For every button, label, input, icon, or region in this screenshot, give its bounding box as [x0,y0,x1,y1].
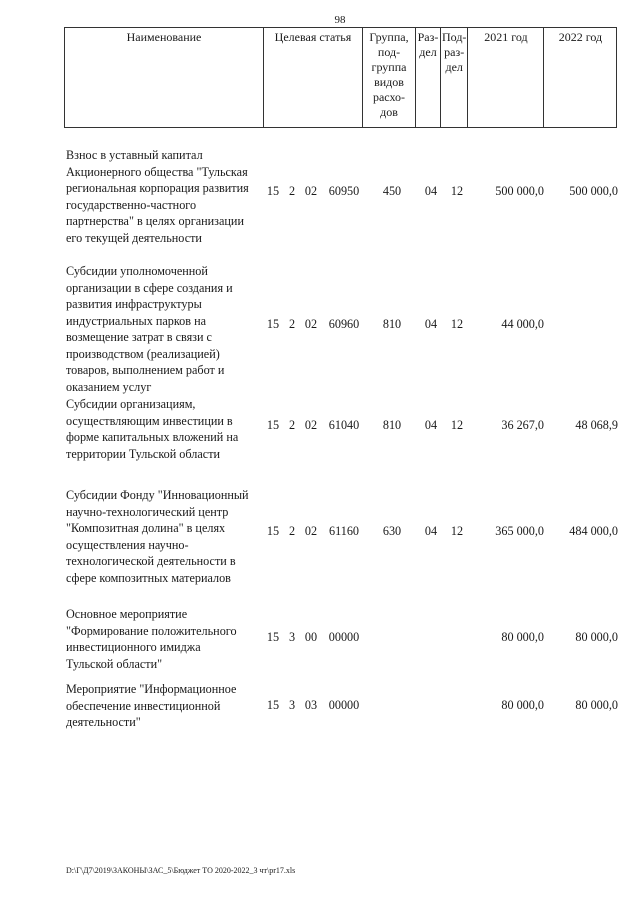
subprogram-code: 2 [288,317,296,331]
direction-code: 60950 [328,184,360,198]
subprogram-code: 3 [288,698,296,712]
expense-group: 630 [382,524,402,538]
row-name: Субсидии организациям, осуществляющим инвестиции в форме капитальных вложений на территории Тульской области [66,397,239,461]
direction-code: 00000 [328,630,360,644]
program-code: 15 [266,698,280,712]
event-code: 02 [304,418,318,432]
amount-2022: 484 000,0 [569,524,618,538]
header-year-2021: 2021 год [468,28,544,128]
subprogram-code: 3 [288,630,296,644]
expense-group: 810 [382,317,402,331]
section-code: 04 [424,184,438,198]
direction-code: 61160 [328,524,360,538]
expense-group: 810 [382,418,402,432]
direction-code: 61040 [328,418,360,432]
direction-code: 00000 [328,698,360,712]
event-code: 03 [304,698,318,712]
amount-2021: 500 000,0 [495,184,544,198]
program-code: 15 [266,184,280,198]
row-name: Взнос в уставный капитал Акционерного общества "Тульская региональная корпорация развития государственно-частного партнерства" в целях организации его текущей деятельности [66,148,249,245]
header-section: Раз- дел [416,28,441,128]
expense-group: 450 [382,184,402,198]
section-code: 04 [424,418,438,432]
section-code: 04 [424,524,438,538]
subsection-code: 12 [450,524,464,538]
event-code: 02 [304,184,318,198]
amount-2022: 48 068,9 [575,418,618,432]
subprogram-code: 2 [288,524,296,538]
amount-2021: 80 000,0 [501,698,544,712]
program-code: 15 [266,630,280,644]
header-group: Группа, под- группа видов расхо- дов [363,28,416,128]
amount-2022: 80 000,0 [575,630,618,644]
amount-2021: 44 000,0 [501,317,544,331]
subprogram-code: 2 [288,184,296,198]
event-code: 00 [304,630,318,644]
program-code: 15 [266,524,280,538]
subsection-code: 12 [450,184,464,198]
file-path-footer: D:\Г\Д7\2019\ЗАКОНЫ\ЗАС_5\Бюджет ТО 2020-2022_3 чт\pr17.xls [66,866,296,875]
program-code: 15 [266,418,280,432]
event-code: 02 [304,317,318,331]
amount-2021: 36 267,0 [501,418,544,432]
row-name: Субсидии уполномоченной организации в сфере создания и развития инфраструктуры индустриальных парков на возмещение затрат в связи с производством (реализацией) товаров, выполнением работ и оказанием услуг [66,264,233,394]
amount-2022: 80 000,0 [575,698,618,712]
subprogram-code: 2 [288,418,296,432]
section-code: 04 [424,317,438,331]
subsection-code: 12 [450,317,464,331]
direction-code: 60960 [328,317,360,331]
subsection-code: 12 [450,418,464,432]
event-code: 02 [304,524,318,538]
row-name: Основное мероприятие "Формирование положительного инвестиционного имиджа Тульской области" [66,607,237,671]
header-target-article: Целевая статья [264,28,363,128]
row-name: Субсидии Фонду "Инновационный научно-технологический центр "Композитная долина" в целях осуществления научно- технологической деятельности в сфере композитных материалов [66,488,249,585]
amount-2021: 80 000,0 [501,630,544,644]
page-number: 98 [334,14,346,26]
header-subsection: Под- раз- дел [441,28,468,128]
header-year-2022: 2022 год [544,28,617,128]
program-code: 15 [266,317,280,331]
row-name: Мероприятие "Информационное обеспечение инвестиционной деятельности" [66,682,237,729]
header-name: Наименование [65,28,264,128]
amount-2021: 365 000,0 [495,524,544,538]
amount-2022: 500 000,0 [569,184,618,198]
